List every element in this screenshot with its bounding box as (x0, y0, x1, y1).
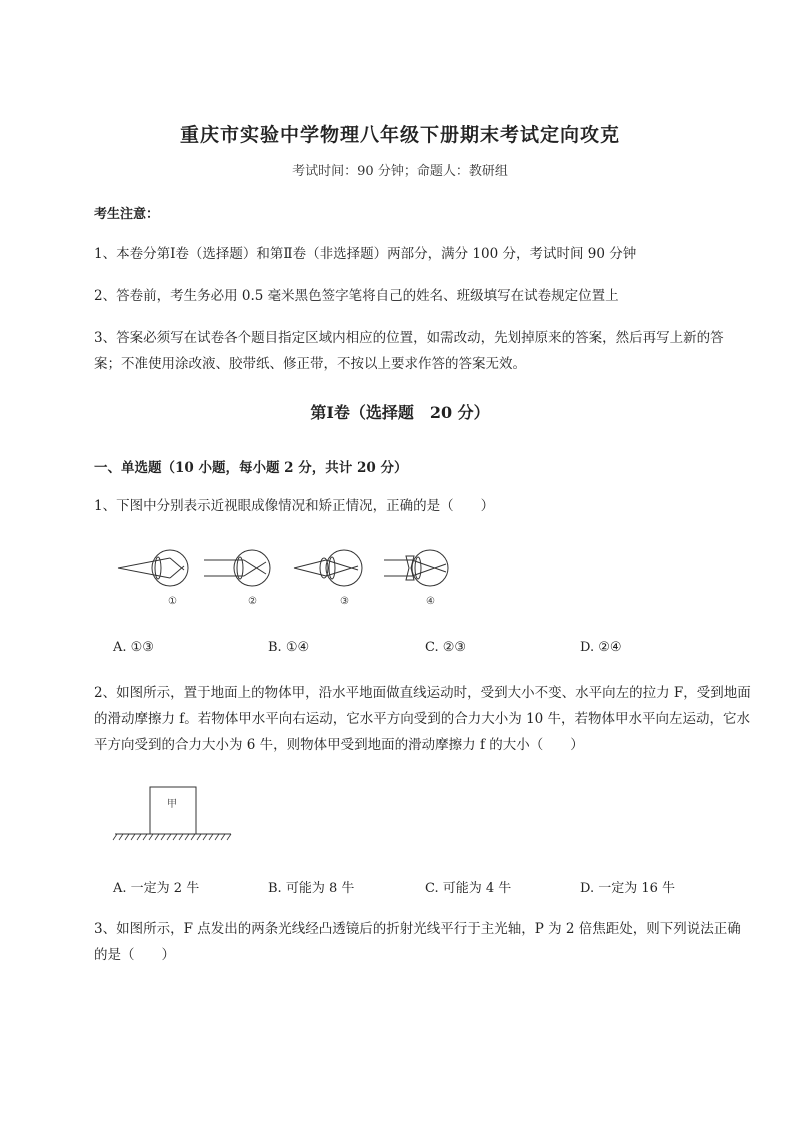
option-d[interactable]: D. 一定为 16 牛 (580, 881, 676, 896)
question-1-text: 1、下图中分别表示近视眼成像情况和矫正情况，正确的是（ ） (94, 498, 495, 514)
option-b[interactable]: B. ①④ (268, 640, 310, 655)
option-c[interactable]: C. 可能为 4 牛 (425, 881, 512, 896)
notice-item-2: 2、答卷前，考生务必用 0.5 毫米黑色签字笔将自己的姓名、班级填写在试卷规定位置上 (94, 288, 619, 304)
eye-diagram-1 (118, 550, 188, 586)
option-a[interactable]: A. 一定为 2 牛 (113, 881, 200, 896)
eye-diagram-4 (384, 550, 448, 586)
notice-item-1: 1、本卷分第Ⅰ卷（选择题）和第Ⅱ卷（非选择题）两部分，满分 100 分，考试时间 90 分钟 (94, 246, 637, 262)
figure-label-3: ③ (340, 596, 349, 607)
notice-heading: 考生注意： (94, 207, 160, 222)
part-heading: 一、单选题（10 小题，每小题 2 分，共计 20 分） (94, 460, 408, 476)
notice-item-3: 3、答案必须写在试卷各个题目指定区域内相应的位置，如需改动，先划掉原来的答案，然后再写上新的答案；不准使用涂改液、胶带纸、修正带，不按以上要求作答的答案无效。 (94, 330, 724, 372)
block-label: 甲 (167, 799, 177, 810)
ground-hatching (113, 834, 231, 840)
question-1-options (0, 640, 800, 664)
eye-diagram-2 (204, 550, 270, 586)
figure-label-4: ④ (426, 596, 435, 607)
section-title: 第Ⅰ卷（选择题 20 分） (310, 403, 490, 422)
question-2-options (0, 877, 800, 901)
option-b[interactable]: B. 可能为 8 牛 (268, 881, 355, 896)
exam-info: 考试时间：90 分钟；命题人：教研组 (292, 164, 508, 179)
question-2-text: 2、如图所示，置于地面上的物体甲，沿水平地面做直线运动时，受到大小不变、水平向左的拉力 F，受到地面的滑动摩擦力 f。若物体甲水平向右运动，它水平方向受到的合力大小为 10 牛，若物体甲水平向左运动，它水平方向受到的合力大小为 6 牛，则物体甲受到地面的滑动摩擦力 f 的大小（ ） (94, 685, 751, 753)
page-title: 重庆市实验中学物理八年级下册期末考试定向攻克 (179, 124, 620, 146)
option-a[interactable]: A. ①③ (113, 640, 154, 655)
eye-diagrams-figure (118, 550, 458, 610)
figure-label-1: ① (168, 596, 177, 607)
option-c[interactable]: C. ②③ (425, 640, 467, 655)
figure-label-2: ② (248, 596, 257, 607)
question-3-text: 3、如图所示，F 点发出的两条光线经凸透镜后的折射光线平行于主光轴，P 为 2 倍焦距处，则下列说法正确的是（ ） (94, 921, 741, 963)
eye-diagram-3 (294, 550, 362, 586)
option-d[interactable]: D. ②④ (580, 640, 622, 655)
block-on-ground-figure (115, 785, 245, 845)
